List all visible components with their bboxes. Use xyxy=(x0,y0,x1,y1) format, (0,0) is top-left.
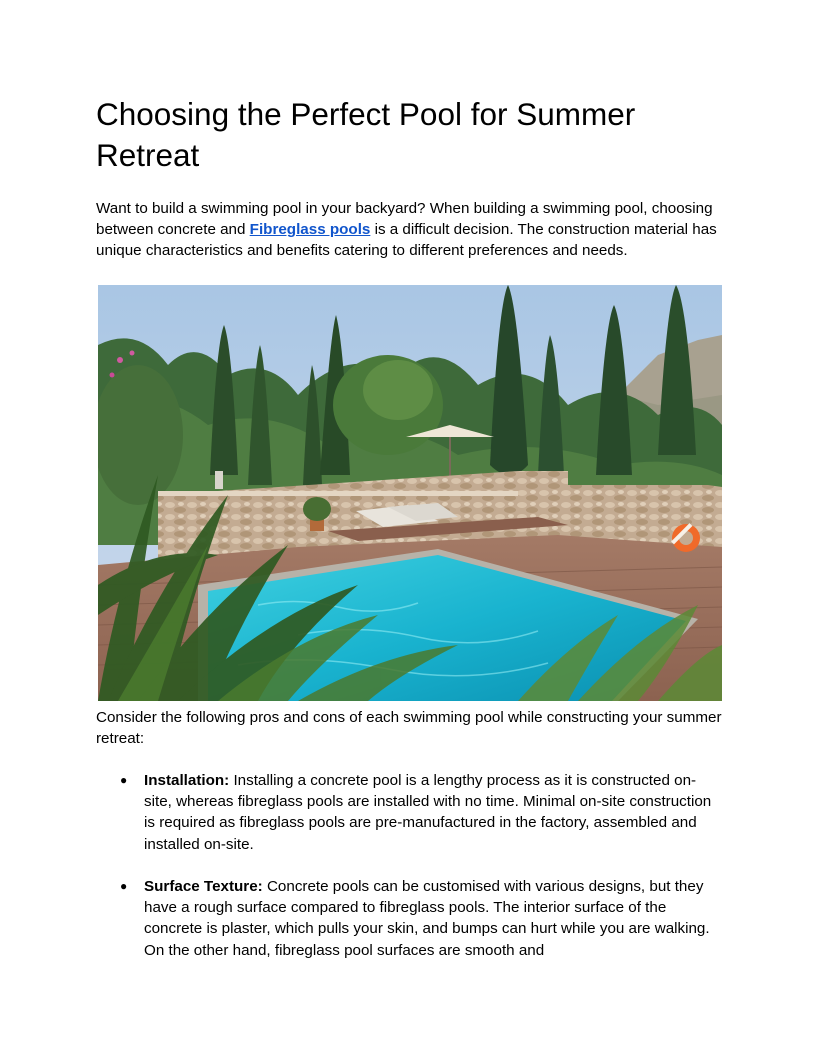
item-text: Concrete pools can be customised with various designs, but they have a rough surface compared to fibreglass pools. The interior surface of the concrete is plaster, which pulls your skin, and bumps can hurt while you are walking. On the other hand, fibreglass pool surfaces are smooth and xyxy=(144,878,710,959)
item-label: Installation: xyxy=(144,772,230,789)
bullet-icon: ● xyxy=(120,879,128,893)
document-title: Choosing the Perfect Pool for Summer Retreat xyxy=(96,96,636,173)
item-label: Surface Texture: xyxy=(144,878,263,895)
intro-text-after: is a difficult decision. The construction material has unique characteristics and benefits catering to different preferences and needs. xyxy=(96,221,717,260)
fibreglass-pools-link[interactable]: Fibreglass pools xyxy=(249,221,371,239)
intro-paragraph xyxy=(96,198,722,262)
list-item-surface-texture xyxy=(96,876,722,961)
consider-paragraph: Consider the following pros and cons of each swimming pool while constructing your summer retreat: xyxy=(96,709,722,748)
intro-text-before: Want to build a swimming pool in your backyard? When building a swimming pool, choosing between concrete and xyxy=(96,200,713,239)
pool-photo xyxy=(98,285,722,701)
list-item-installation xyxy=(96,770,722,855)
pros-cons-list xyxy=(96,770,722,982)
item-text: Installing a concrete pool is a lengthy process as it is constructed on-site, whereas fibreglass pools are installed with no time. Minimal on-site construction is required as fibreglass pools are pre-manufactured in the factory, assembled and installed on-site. xyxy=(144,772,712,853)
bullet-icon: ● xyxy=(120,773,128,787)
